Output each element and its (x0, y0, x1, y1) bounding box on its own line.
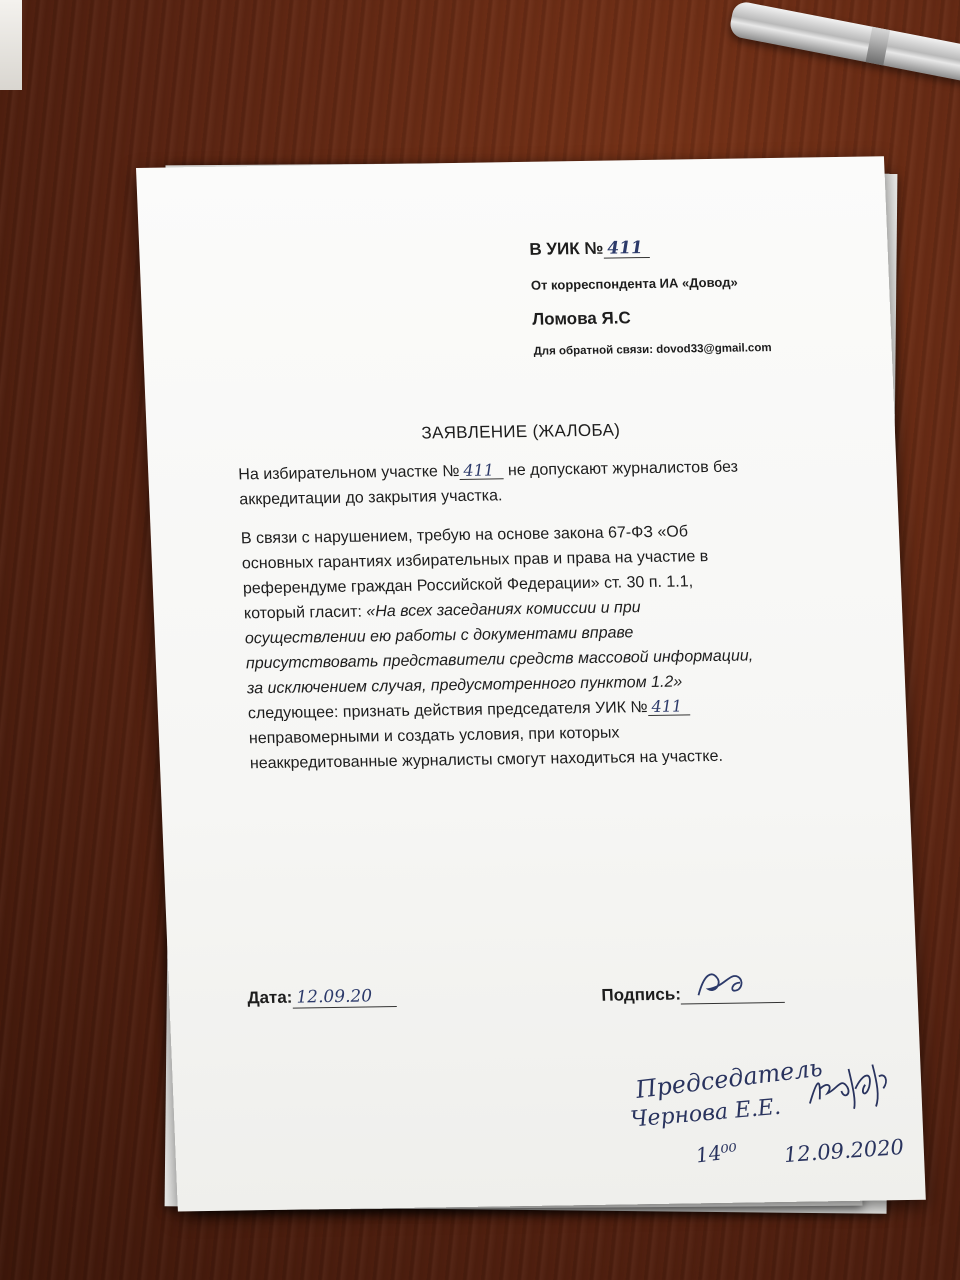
paragraph-2-line-10: неаккредитованные журналисты смогут находиться на участке. (249, 747, 724, 773)
time-handwritten: 14⁰⁰ (694, 1138, 739, 1168)
chair-title-handwritten: Председатель (633, 1053, 825, 1104)
chair-handwritten-note (612, 1053, 917, 1191)
recipient-line (529, 238, 650, 260)
date-field (247, 986, 397, 1009)
paragraph-2-line-1: В связи с нарушением, требую на основе закона 67-ФЗ «Об (240, 523, 689, 548)
paragraph-2-line-7: за исключением случая, предусмотренного пунктом 1.2» (246, 673, 683, 698)
law-quote-start: «На всех заседаниях комиссии и при (366, 599, 641, 621)
signature-box (680, 980, 785, 1005)
paragraph-2-line-6: присутствовать представители средств массовой информации, (245, 647, 754, 673)
paragraph-1-before: На избирательном участке № (238, 462, 460, 484)
contact-line: Для обратной связи: dovod33@gmail.com (533, 342, 772, 358)
document-title: ЗАЯВЛЕНИЕ (ЖАЛОБА) (421, 420, 621, 443)
date-value-handwritten: 12.09.20 (292, 986, 397, 1009)
date-handwritten: 12.09.2020 (782, 1134, 905, 1168)
date-label: Дата: (246, 987, 293, 1008)
paragraph-2 (240, 517, 850, 776)
sender-line: От корреспондента ИА «Довод» (530, 274, 738, 293)
paragraph-2-line-4-plain: который гласит: (243, 603, 367, 623)
uik-number-handwritten: 411 (603, 240, 650, 259)
sender-name: Ломова Я.С (531, 308, 632, 329)
paragraph-2-line-5: осуществлении ею работы с документами вправе (244, 624, 634, 648)
paragraph-2-line-2: основных гарантиях избирательных прав и права на участие в (241, 548, 709, 573)
paragraph-2-line-3: референдуме граждан Российской Федерации» ст. 30 п. 1.1, (242, 573, 694, 598)
paragraph-1 (238, 453, 840, 512)
paragraph-2-line-9: неправомерными и создать условия, при которых (248, 724, 620, 748)
document-page (136, 156, 926, 1211)
paragraph-1-line-2: аккредитации до закрытия участка. (239, 487, 503, 509)
applicant-signature-icon (694, 964, 755, 999)
chair-name-handwritten: Чернова Е.Е. (629, 1094, 783, 1133)
signature-label: Подпись: (601, 984, 682, 1005)
paragraph-2-line-8-before: следующее: признать действия председателя УИК № (247, 699, 648, 723)
chair-uik-number-handwritten: 411 (647, 698, 690, 716)
recipient-prefix: В УИК № (529, 238, 604, 259)
pen (728, 0, 960, 96)
signature-field (601, 980, 785, 1006)
chair-signature-icon (802, 1058, 894, 1119)
pen-ring (866, 27, 891, 66)
corner-paper (0, 0, 22, 90)
paragraph-1-after: не допускают журналистов без (503, 458, 739, 480)
precinct-number-handwritten: 411 (459, 462, 504, 480)
